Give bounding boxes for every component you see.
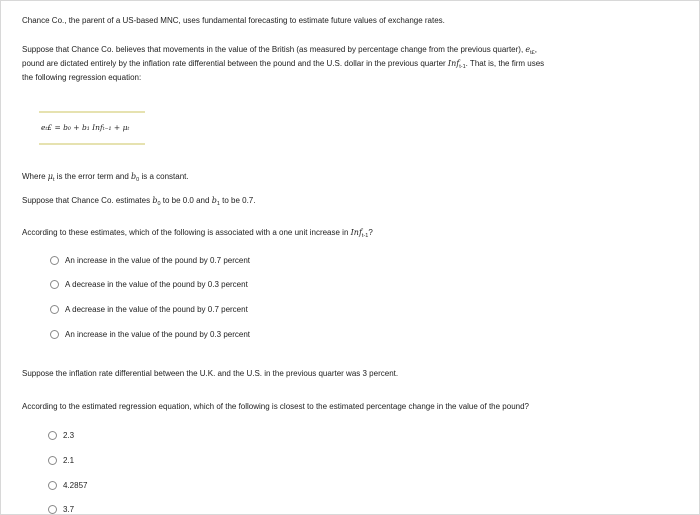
coefficient-estimates: Suppose that Chance Co. estimates $b_0$ to be 0.0 and $b_1$ to be 0.7. xyxy=(22,196,256,207)
q2-option-4[interactable]: 3.7 xyxy=(48,505,74,514)
q1-option-4[interactable]: An increase in the value of the pound by 0.3 percent xyxy=(50,330,250,339)
q2-option-1[interactable]: 2.3 xyxy=(48,431,74,440)
q1-option-1[interactable]: An increase in the value of the pound by 0.7 percent xyxy=(50,256,250,265)
radio-button[interactable] xyxy=(48,481,57,490)
exchange-rate-symbol: e xyxy=(525,45,531,54)
q2-option-3[interactable]: 4.2857 xyxy=(48,481,87,490)
q2-option-2[interactable]: 2.1 xyxy=(48,456,74,465)
assumption-line-2: pound are dictated entirely by the inflation rate differential between the pound and the U.S. dollar in the previous quarter Inf$_{t-1}$. That is, the firm uses xyxy=(22,59,545,70)
q1-option-2[interactable]: A decrease in the value of the pound by 0.3 percent xyxy=(50,280,248,289)
radio-button[interactable] xyxy=(50,330,59,339)
radio-button[interactable] xyxy=(50,256,59,265)
q1-option-3[interactable]: A decrease in the value of the pound by 0.7 percent xyxy=(50,305,248,314)
radio-button[interactable] xyxy=(48,505,57,514)
question-1-text: According to these estimates, which of the following is associated with a one unit increase in Inf$_{t-1}$? xyxy=(22,228,373,239)
intro-text: Chance Co., the parent of a US-based MNC, uses fundamental forecasting to estimate future values of exchange rates. xyxy=(22,16,445,25)
error-term-note: Where $\mu_t$ is the error term and $b_0$ is a constant. xyxy=(22,172,189,183)
radio-button[interactable] xyxy=(50,305,59,314)
regression-equation-box xyxy=(39,111,145,145)
radio-button[interactable] xyxy=(48,456,57,465)
inflation-differential-note: Suppose the inflation rate differential between the U.K. and the U.S. in the previous quarter was 3 percent. xyxy=(22,369,399,378)
assumption-line-1: Suppose that Chance Co. believes that movements in the value of the British (as measured by percentage change from the previous quarter), $e_{t£}$, xyxy=(22,45,537,56)
question-2-text: According to the estimated regression equation, which of the following is closest to the estimated percentage change in the value of the pound? xyxy=(22,402,529,411)
regression-equation: eₜ£ = b₀ + b₁ Infₜ₋₁ + μₜ xyxy=(41,123,130,132)
assumption-line-3: the following regression equation: xyxy=(22,73,142,82)
inflation-symbol: Inf xyxy=(447,59,460,68)
radio-button[interactable] xyxy=(50,280,59,289)
radio-button[interactable] xyxy=(48,431,57,440)
